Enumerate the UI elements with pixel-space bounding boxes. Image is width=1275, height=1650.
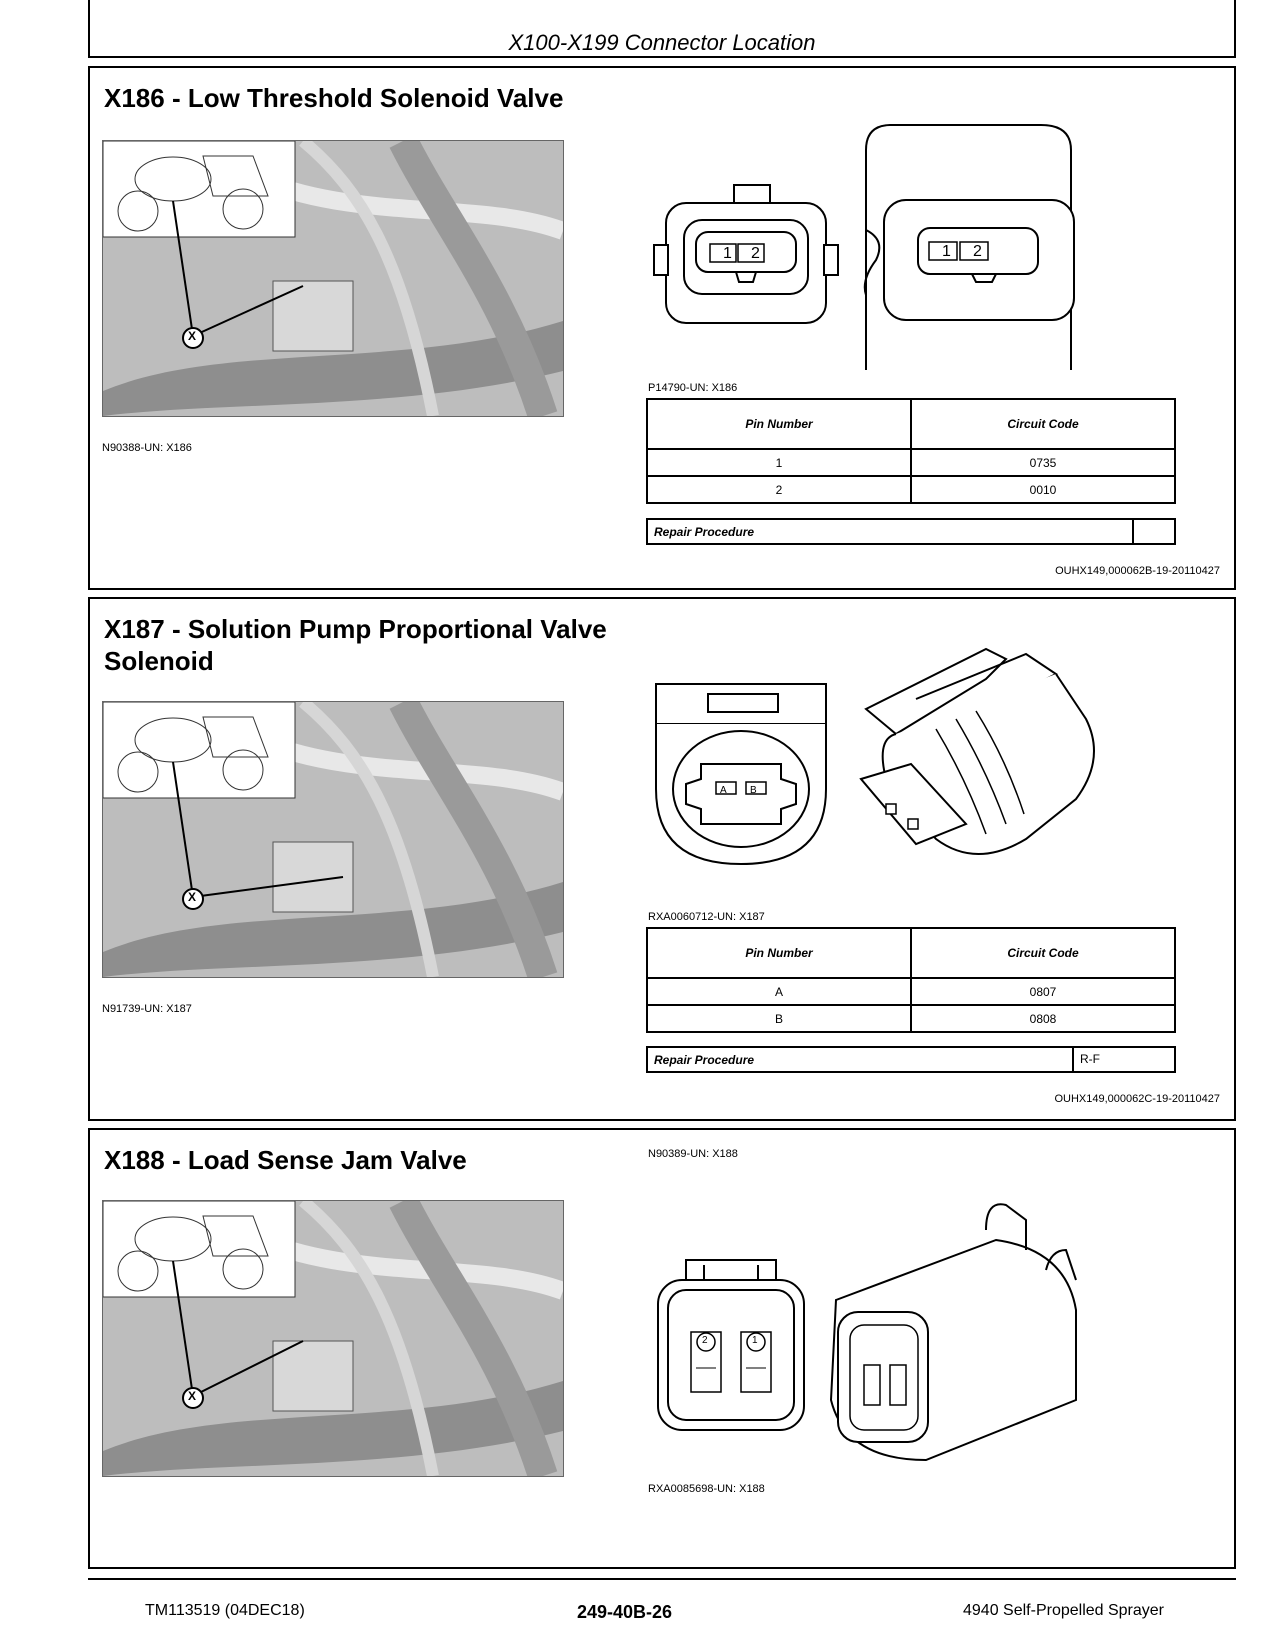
pin-number-cell: 2	[647, 476, 911, 503]
pin-table-header: Pin Number	[647, 928, 911, 978]
section-title	[104, 613, 607, 677]
table-row	[647, 476, 1175, 503]
circuit-code-cell: 0808	[911, 1005, 1175, 1032]
circuit-code-cell: 0735	[911, 449, 1175, 476]
photo-callout-label: X	[188, 890, 197, 904]
photo-caption: N91739-UN: X187	[102, 1003, 192, 1015]
photo-callout-label: X	[188, 329, 197, 343]
footer-page-number: 249-40B-26	[577, 1602, 673, 1622]
photo-caption: N90388-UN: X186	[102, 442, 192, 454]
section-x186	[88, 66, 1236, 590]
repair-procedure-row	[646, 518, 1176, 545]
pin-table	[646, 927, 1176, 1033]
connector-drawing	[646, 639, 1156, 879]
location-photo-illustration	[103, 702, 563, 977]
connector-pin-label: 1	[723, 245, 732, 262]
pin-table	[646, 398, 1176, 504]
section-title-line: X187 - Solution Pump Proportional Valve	[104, 614, 607, 644]
page-header-title: X100-X199 Connector Location	[508, 30, 816, 55]
location-photo	[102, 701, 564, 978]
connector-pin-label: B	[750, 785, 757, 796]
repair-procedure-value[interactable]	[1132, 520, 1174, 543]
location-photo-illustration	[103, 1201, 563, 1476]
location-photo	[102, 1200, 564, 1477]
connector-pin-label: 2	[702, 1335, 708, 1346]
connector-caption: RXA0060712-UN: X187	[648, 911, 765, 923]
reference-code: OUHX149,000062B-19-20110427	[1055, 565, 1220, 577]
connector-pin-label: 2	[751, 245, 760, 262]
circuit-code-cell: 0010	[911, 476, 1175, 503]
table-row	[647, 1005, 1175, 1032]
section-x188	[88, 1128, 1236, 1569]
footer-rule	[88, 1578, 1236, 1580]
section-x187	[88, 597, 1236, 1121]
repair-procedure-row	[646, 1046, 1176, 1073]
photo-caption: N90389-UN: X188	[648, 1148, 738, 1160]
connector-caption: RXA0085698-UN: X188	[648, 1483, 765, 1495]
connector-pin-label: 1	[752, 1335, 758, 1346]
location-photo	[102, 140, 564, 417]
pin-number-cell: A	[647, 978, 911, 1005]
circuit-code-cell: 0807	[911, 978, 1175, 1005]
pin-number-cell: 1	[647, 449, 911, 476]
table-row	[647, 978, 1175, 1005]
footer-product: 4940 Self-Propelled Sprayer	[963, 1602, 1165, 1619]
connector-pin-label: 2	[973, 243, 982, 260]
connector-drawing	[646, 1190, 1156, 1490]
connector-pin-label: 1	[942, 243, 951, 260]
repair-procedure-value[interactable]: R-F	[1072, 1048, 1174, 1071]
footer-doc-id: TM113519 (04DEC18)	[145, 1602, 305, 1619]
repair-procedure-label: Repair Procedure	[654, 525, 755, 539]
repair-procedure-label: Repair Procedure	[654, 1053, 755, 1067]
section-title: X188 - Load Sense Jam Valve	[104, 1145, 467, 1175]
reference-code: OUHX149,000062C-19-20110427	[1054, 1093, 1220, 1105]
photo-callout-label: X	[188, 1389, 197, 1403]
pin-table-header: Circuit Code	[911, 399, 1175, 449]
connector-pin-label: A	[720, 785, 727, 796]
table-row	[647, 449, 1175, 476]
section-title: X186 - Low Threshold Solenoid Valve	[104, 83, 564, 113]
connector-caption: P14790-UN: X186	[648, 382, 738, 394]
pin-table-header: Circuit Code	[911, 928, 1175, 978]
pin-number-cell: B	[647, 1005, 911, 1032]
pin-table-header: Pin Number	[647, 399, 911, 449]
location-photo-illustration	[103, 141, 563, 416]
section-title-line: Solenoid	[104, 646, 214, 676]
